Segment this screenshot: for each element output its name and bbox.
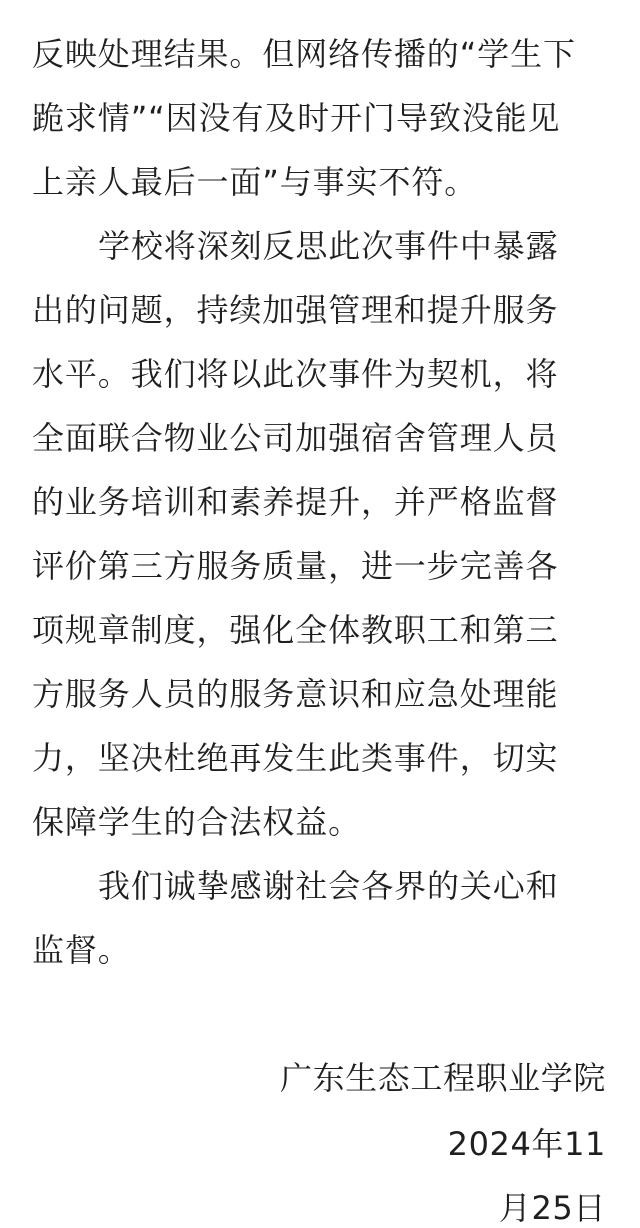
text-line: 上亲人最后一面”与事实不符。: [32, 163, 478, 201]
signature-date-line-2: 月25日: [498, 1189, 606, 1227]
text-line: 学校将深刻反思此次事件中暴露: [98, 227, 559, 265]
text-line: 评价第三方服务质量，进一步完善各: [32, 547, 559, 585]
signature-date-line-1: 2024年11: [447, 1125, 606, 1163]
text-line: 监督。: [32, 931, 131, 969]
text-line: 反映处理结果。但网络传播的“学生下: [32, 35, 576, 73]
text-line: 我们诚挚感谢社会各界的关心和: [98, 867, 559, 905]
text-line: 全面联合物业公司加强宿舍管理人员: [32, 419, 559, 457]
text-line: 项规章制度，强化全体教职工和第三: [32, 611, 559, 649]
text-line: 方服务人员的服务意识和应急处理能: [32, 675, 559, 713]
text-line: 水平。我们将以此次事件为契机，将: [32, 355, 559, 393]
text-line: 的业务培训和素养提升，并严格监督: [32, 483, 559, 521]
text-line: 跪求情”“因没有及时开门导致没能见: [32, 99, 561, 137]
text-line: 出的问题，持续加强管理和提升服务: [32, 291, 559, 329]
text-line: 保障学生的合法权益。: [32, 803, 362, 841]
signature-organization: 广东生态工程职业学院: [279, 1059, 606, 1097]
text-line: 力，坚决杜绝再发生此类事件，切实: [32, 739, 559, 777]
